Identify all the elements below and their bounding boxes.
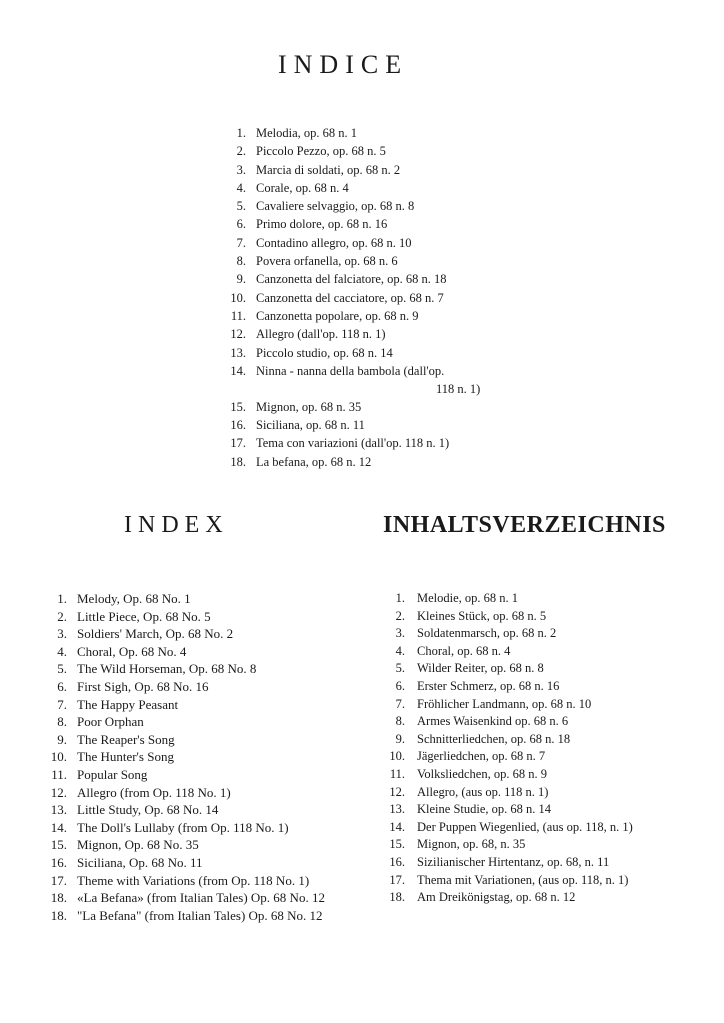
- indice-entry-title: Corale, op. 68 n. 4: [256, 180, 349, 195]
- index-entry-number: 9.: [57, 731, 67, 747]
- index-entry-title: «La Befana» (from Italian Tales) Op. 68 No. 12: [77, 890, 325, 906]
- index-entry: [46, 819, 325, 837]
- inhalt-entry-title: Am Dreikönigstag, op. 68 n. 12: [417, 890, 576, 905]
- indice-entry-title: Canzonetta popolare, op. 68 n. 9: [256, 308, 419, 323]
- indice-entry: [222, 142, 506, 160]
- indice-entry-title: Contadino allegro, op. 68 n. 10: [256, 235, 412, 250]
- index-entry: [46, 590, 325, 608]
- index-entry-number: 8.: [57, 714, 67, 730]
- index-entry-title: The Wild Horseman, Op. 68 No. 8: [77, 661, 257, 677]
- indice-entry-number: 9.: [236, 272, 246, 287]
- index-entry-title: Siciliana, Op. 68 No. 11: [77, 854, 203, 870]
- inhalt-entry-title: Mignon, op. 68, n. 35: [417, 837, 526, 852]
- index-entry: [46, 889, 325, 907]
- indice-title: INDICE: [278, 50, 409, 79]
- index-entry-number: 5.: [57, 661, 67, 677]
- inhalt-entry-number: 2.: [395, 608, 405, 623]
- indice-entry-number: 15.: [230, 399, 246, 414]
- inhalt-entry: [381, 872, 633, 890]
- inhalt-title: INHALTSVERZEICHNIS: [383, 512, 666, 538]
- indice-entry-title: La befana, op. 68 n. 12: [256, 454, 372, 469]
- inhalt-entry: [381, 660, 633, 678]
- inhalt-entry-title: Armes Waisenkind op. 68 n. 6: [417, 714, 569, 729]
- index-entry-title: The Hunter's Song: [77, 749, 174, 765]
- inhalt-entry: [381, 731, 633, 749]
- inhalt-entry-number: 18.: [389, 890, 405, 905]
- indice-entry: [222, 215, 506, 233]
- inhalt-entry: [381, 643, 633, 661]
- indice-entry-title: Piccolo studio, op. 68 n. 14: [256, 345, 393, 360]
- indice-entry: [222, 289, 506, 307]
- indice-entry: [222, 124, 506, 142]
- inhalt-entry-number: 12.: [389, 784, 405, 799]
- inhalt-entry: [381, 713, 633, 731]
- index-entry: [46, 643, 325, 661]
- inhalt-entry-number: 14.: [389, 819, 405, 834]
- indice-entry-title-line: Ninna - nanna della bambola (dall'op.: [256, 363, 445, 378]
- index-entry-number: 3.: [57, 626, 67, 642]
- inhalt-entry-title: Fröhlicher Landmann, op. 68 n. 10: [417, 696, 592, 711]
- indice-entry-title: Allegro (dall'op. 118 n. 1): [256, 327, 386, 342]
- indice-entry-title: Cavaliere selvaggio, op. 68 n. 8: [256, 199, 415, 214]
- index-entry-number: 12.: [50, 784, 67, 800]
- indice-entry: [222, 252, 506, 270]
- index-entry-number: 4.: [57, 643, 67, 659]
- inhalt-entry-number: 15.: [389, 837, 405, 852]
- indice-entry: [222, 344, 506, 362]
- index-entry: [46, 907, 325, 925]
- index-entry-number: 18.: [50, 907, 67, 923]
- index-entry-number: 6.: [57, 678, 67, 694]
- index-entry: [46, 608, 325, 626]
- inhalt-entry-number: 16.: [389, 854, 405, 869]
- inhalt-entry-number: 6.: [395, 678, 405, 693]
- inhalt-entry-title: Erster Schmerz, op. 68 n. 16: [417, 678, 560, 693]
- inhalt-entry: [381, 590, 633, 608]
- indice-entry-title: Canzonetta del falciatore, op. 68 n. 18: [256, 272, 447, 287]
- index-entry-title: Allegro (from Op. 118 No. 1): [77, 784, 231, 800]
- index-entry-number: 2.: [57, 608, 67, 624]
- inhalt-entry-number: 11.: [389, 766, 405, 781]
- indice-entry-title: Primo dolore, op. 68 n. 16: [256, 217, 388, 232]
- index-entry-number: 10.: [50, 749, 67, 765]
- indice-entry: [222, 307, 506, 325]
- indice-entry-title: [256, 362, 506, 398]
- inhalt-entry-title: Jägerliedchen, op. 68 n. 7: [417, 749, 546, 764]
- inhalt-entry: [381, 801, 633, 819]
- index-entry-title: "La Befana" (from Italian Tales) Op. 68 No. 12: [77, 907, 323, 923]
- inhalt-entry-title: Schnitterliedchen, op. 68 n. 18: [417, 731, 571, 746]
- index-entry-title: Little Study, Op. 68 No. 14: [77, 802, 219, 818]
- indice-entry-title: Piccolo Pezzo, op. 68 n. 5: [256, 144, 386, 159]
- inhalt-entry-title: Volksliedchen, op. 68 n. 9: [417, 766, 547, 781]
- index-entry-title: Little Piece, Op. 68 No. 5: [77, 608, 211, 624]
- index-entry-number: 7.: [57, 696, 67, 712]
- inhalt-entry-title: Choral, op. 68 n. 4: [417, 643, 511, 658]
- inhalt-entry-number: 17.: [389, 872, 405, 887]
- index-entry-title: First Sigh, Op. 68 No. 16: [77, 678, 209, 694]
- indice-entry-number: 14.: [230, 363, 246, 378]
- inhalt-entry: [381, 819, 633, 837]
- index-entry-number: 17.: [50, 872, 67, 888]
- index-entry-title: The Happy Peasant: [77, 696, 179, 712]
- indice-entry: [222, 270, 506, 288]
- index-entry: [46, 801, 325, 819]
- inhalt-entry-title: Kleine Studie, op. 68 n. 14: [417, 802, 552, 817]
- inhalt-entry: [381, 889, 633, 907]
- indice-entry: [222, 161, 506, 179]
- index-entry-number: 18.: [50, 890, 67, 906]
- inhalt-entry-title: Kleines Stück, op. 68 n. 5: [417, 608, 547, 623]
- inhalt-entry-title: Thema mit Variationen, (aus op. 118, n. 1): [417, 872, 629, 887]
- indice-entry-number: 1.: [236, 126, 246, 140]
- indice-entry: [222, 416, 506, 434]
- inhalt-entry-title: Der Puppen Wiegenlied, (aus op. 118, n. 1): [417, 819, 633, 834]
- indice-entry-title: Povera orfanella, op. 68 n. 6: [256, 254, 398, 269]
- indice-entry-title: Canzonetta del cacciatore, op. 68 n. 7: [256, 290, 444, 305]
- indice-entry-number: 18.: [230, 454, 246, 469]
- indice-entry-title: Mignon, op. 68 n. 35: [256, 399, 362, 414]
- inhalt-entry-title: Sizilianischer Hirtentanz, op. 68, n. 11: [417, 854, 610, 869]
- indice-entry: [222, 179, 506, 197]
- inhalt-entry: [381, 608, 633, 626]
- index-entry-title: Mignon, Op. 68 No. 35: [77, 837, 199, 853]
- inhalt-entry-number: 10.: [389, 749, 405, 764]
- indice-entry-number: 17.: [230, 436, 246, 451]
- indice-entry: [222, 453, 506, 471]
- index-entry-number: 11.: [51, 766, 67, 782]
- indice-entry: [222, 398, 506, 416]
- indice-entry-title: Tema con variazioni (dall'op. 118 n. 1): [256, 436, 450, 451]
- indice-entry: [222, 197, 506, 215]
- indice-entry-number: 12.: [230, 327, 246, 342]
- index-entry-number: 16.: [50, 854, 67, 870]
- inhalt-entry: [381, 766, 633, 784]
- indice-entry-number: 13.: [230, 345, 246, 360]
- indice-entry-title: Melodia, op. 68 n. 1: [256, 126, 358, 140]
- indice-entry: [222, 325, 506, 343]
- indice-entry: [222, 434, 506, 452]
- inhalt-entry: [381, 696, 633, 714]
- indice-entry-title: Siciliana, op. 68 n. 11: [256, 418, 365, 433]
- inhalt-entry-title: Wilder Reiter, op. 68 n. 8: [417, 661, 544, 676]
- indice-entry-title-line: 118 n. 1): [436, 381, 481, 396]
- inhalt-entry-number: 3.: [395, 626, 405, 641]
- inhalt-entry: [381, 748, 633, 766]
- inhalt-entry-number: 1.: [395, 591, 405, 605]
- index-entry: [46, 678, 325, 696]
- indice-entry-number: 3.: [236, 162, 246, 177]
- inhalt-entry-number: 7.: [395, 696, 405, 711]
- index-entry: [46, 625, 325, 643]
- indice-entry: [222, 362, 506, 398]
- index-entry-number: 14.: [50, 819, 67, 835]
- inhalt-entry-number: 9.: [395, 731, 405, 746]
- inhalt-entry: [381, 678, 633, 696]
- indice-entry-number: 5.: [236, 199, 246, 214]
- index-entry: [46, 748, 325, 766]
- index-entry-title: Choral, Op. 68 No. 4: [77, 643, 187, 659]
- index-entry-number: 1.: [57, 591, 67, 606]
- index-entry: [46, 713, 325, 731]
- index-entry-title: Theme with Variations (from Op. 118 No. 1): [77, 872, 310, 888]
- indice-list: [222, 124, 506, 471]
- inhalt-entry-title: Allegro, (aus op. 118 n. 1): [417, 784, 549, 799]
- indice-entry-number: 11.: [230, 308, 246, 323]
- index-entry-title: The Doll's Lullaby (from Op. 118 No. 1): [77, 819, 289, 835]
- inhalt-entry-number: 13.: [389, 802, 405, 817]
- index-entry-title: The Reaper's Song: [77, 731, 175, 747]
- indice-entry: [222, 234, 506, 252]
- index-entry: [46, 836, 325, 854]
- indice-entry-number: 2.: [236, 144, 246, 159]
- index-title: INDEX: [124, 512, 229, 538]
- inhalt-entry-title: Soldatenmarsch, op. 68 n. 2: [417, 626, 557, 641]
- inhalt-entry-number: 8.: [395, 714, 405, 729]
- index-entry: [46, 766, 325, 784]
- inhalt-entry: [381, 836, 633, 854]
- index-entry-title: Soldiers' March, Op. 68 No. 2: [77, 626, 234, 642]
- inhalt-entry: [381, 784, 633, 802]
- inhalt-entry: [381, 854, 633, 872]
- indice-entry-number: 4.: [236, 180, 246, 195]
- indice-entry-number: 8.: [236, 254, 246, 269]
- index-list: [46, 590, 325, 924]
- index-entry-title: Melody, Op. 68 No. 1: [77, 591, 191, 606]
- inhalt-entry-title: Melodie, op. 68 n. 1: [417, 591, 519, 605]
- index-entry-title: Poor Orphan: [77, 714, 144, 730]
- indice-entry-number: 7.: [236, 235, 246, 250]
- index-entry: [46, 731, 325, 749]
- inhalt-entry-number: 4.: [395, 643, 405, 658]
- index-entry: [46, 660, 325, 678]
- inhalt-list: [381, 590, 633, 907]
- index-entry: [46, 854, 325, 872]
- index-entry: [46, 784, 325, 802]
- index-entry: [46, 696, 325, 714]
- indice-entry-number: 16.: [230, 418, 246, 433]
- index-entry-title: Popular Song: [77, 766, 148, 782]
- inhalt-entry: [381, 625, 633, 643]
- index-entry-number: 13.: [50, 802, 67, 818]
- index-entry-number: 15.: [50, 837, 67, 853]
- inhalt-entry-number: 5.: [395, 661, 405, 676]
- indice-entry-number: 6.: [236, 217, 246, 232]
- index-entry: [46, 872, 325, 890]
- indice-entry-number: 10.: [230, 290, 246, 305]
- indice-entry-title: Marcia di soldati, op. 68 n. 2: [256, 162, 401, 177]
